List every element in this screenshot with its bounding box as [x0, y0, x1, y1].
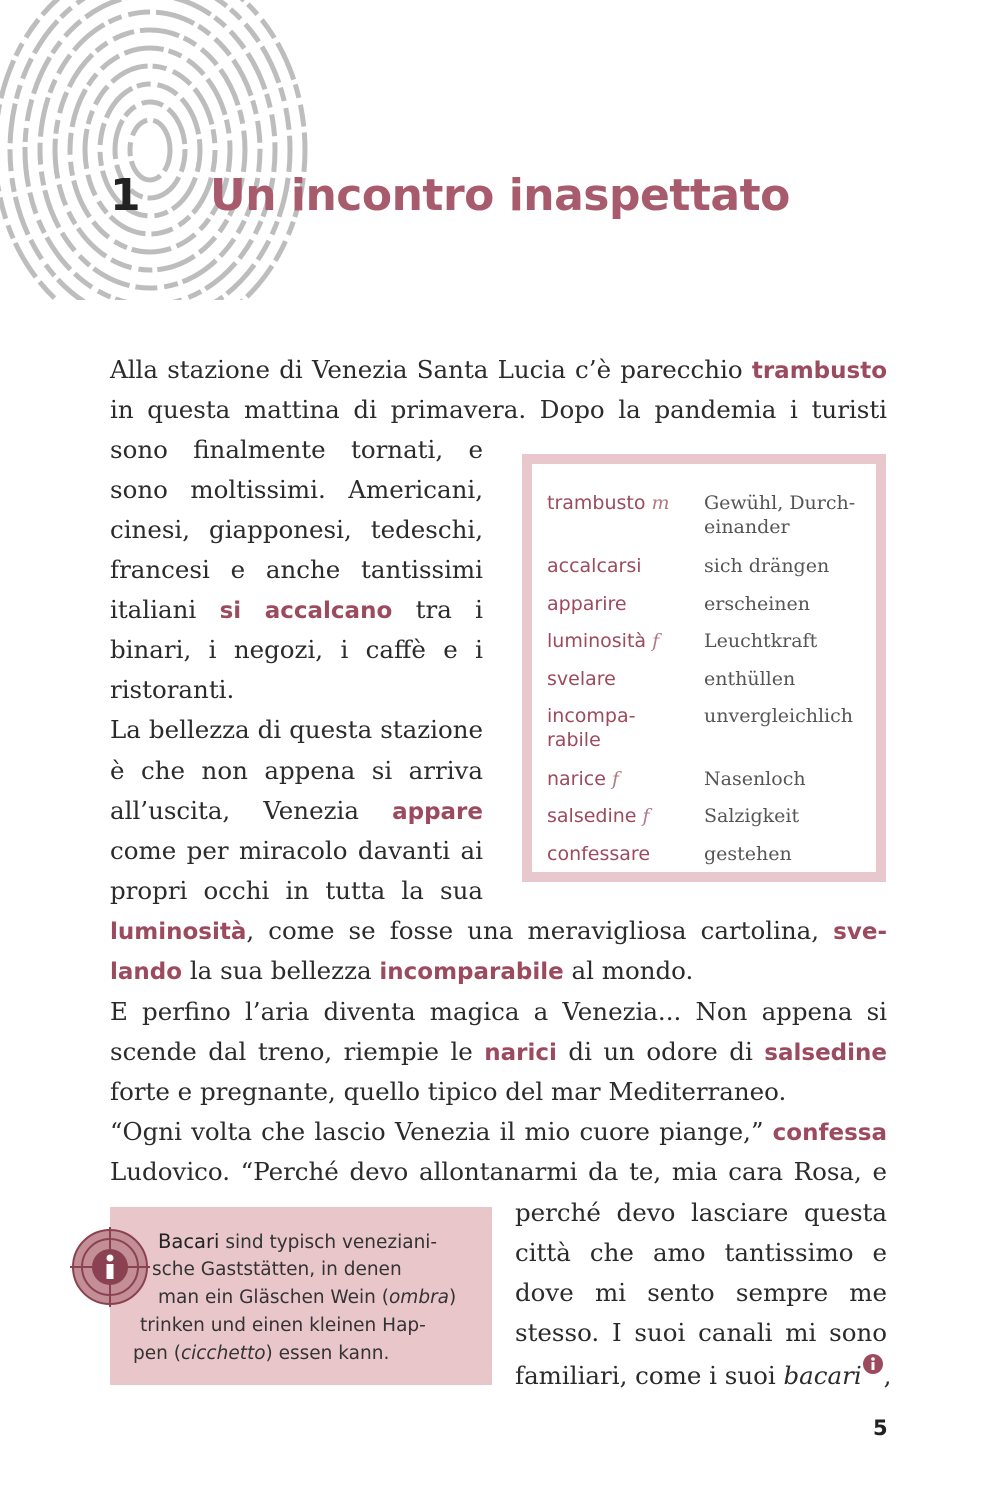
text-line: forte e pregnante, quello tipico del mar Mediterraneo. [110, 1077, 787, 1106]
text-line: è che non appena si arriva [110, 756, 483, 785]
text-line: città che amo tantissimo e [515, 1238, 887, 1267]
text-line: lando la sua bellezza incomparabile al mondo. [110, 956, 694, 985]
info-line: man ein Gläschen Wein (ombra) [158, 1287, 457, 1308]
text-line: luminosità, come se fosse una meravigliosa cartolina, sve- [110, 916, 887, 945]
keyword: narici [484, 1040, 557, 1066]
keyword: confessa [772, 1120, 887, 1146]
text-line: dove mi sento sempre me [515, 1278, 887, 1307]
info-icon [862, 1353, 884, 1375]
text-line: “Ogni volta che lascio Venezia il mio cuore piange,” confessa [110, 1117, 887, 1146]
info-line: trinken und einen kleinen Hap- [140, 1315, 426, 1336]
text-line: Ludovico. “Perché devo allontanarmi da te, mia cara Rosa, e [110, 1157, 887, 1186]
page-number: 5 [873, 1416, 888, 1440]
vocabulary-box: trambusto m Gewühl, Durch- einander accalcarsi sich drängen apparire erscheinen luminosità f Leuchtkraft svelare enthüllen incompa- rabile unvergleichlich narice f Nasenloch salsedine f Salzigkeit confessare gestehen [522, 454, 886, 882]
keyword: luminosità [110, 919, 247, 945]
keyword: salsedine [764, 1040, 887, 1066]
text-line: sono moltissimi. Americani, [110, 475, 483, 504]
text-line: sono finalmente tornati, e [110, 435, 483, 464]
text-line: scende dal treno, riempie le narici di un odore di salsedine [110, 1037, 887, 1066]
keyword: lando [110, 959, 183, 985]
keyword: trambusto [751, 358, 887, 384]
info-target-icon [70, 1227, 150, 1307]
keyword: si accalcano [219, 598, 393, 624]
keyword: sve- [833, 919, 887, 945]
text-line: perché devo lasciare questa [515, 1198, 887, 1227]
fingerprint-decoration [0, 0, 320, 300]
text-line: come per miracolo davanti ai [110, 836, 483, 865]
keyword: incomparabile [379, 959, 564, 985]
info-line: sche Gaststätten, in denen [152, 1259, 402, 1280]
info-line: pen (cicchetto) essen kann. [133, 1343, 390, 1364]
text-line: in questa mattina di primavera. Dopo la pandemia i turisti [110, 395, 887, 424]
text-line: propri occhi in tutta la sua [110, 876, 483, 905]
text-line: all’uscita, Venezia appare [110, 796, 483, 825]
text-line: stesso. I suoi canali mi sono [515, 1318, 887, 1347]
text-line: familiari, come i suoi bacari , [515, 1353, 887, 1396]
text-line: italiani si accalcano tra i [110, 595, 484, 624]
text-line: ristoranti. [110, 675, 235, 704]
chapter-title: Un incontro inaspettato [210, 170, 790, 221]
text-line: cinesi, giapponesi, tedeschi, [110, 515, 483, 544]
text-line: E perfino l’aria diventa magica a Venezia... Non appena si [110, 997, 887, 1026]
keyword: appare [392, 799, 483, 825]
chapter-number: 1 [110, 170, 141, 221]
text-line: La bellezza di questa stazione [110, 715, 483, 744]
info-line: Bacari sind typisch veneziani- [158, 1230, 438, 1253]
text-line: Alla stazione di Venezia Santa Lucia c’è parecchio trambusto [110, 355, 887, 384]
text-line: binari, i negozi, i caffè e i [110, 635, 483, 664]
text-line: francesi e anche tantissimi [110, 555, 483, 584]
